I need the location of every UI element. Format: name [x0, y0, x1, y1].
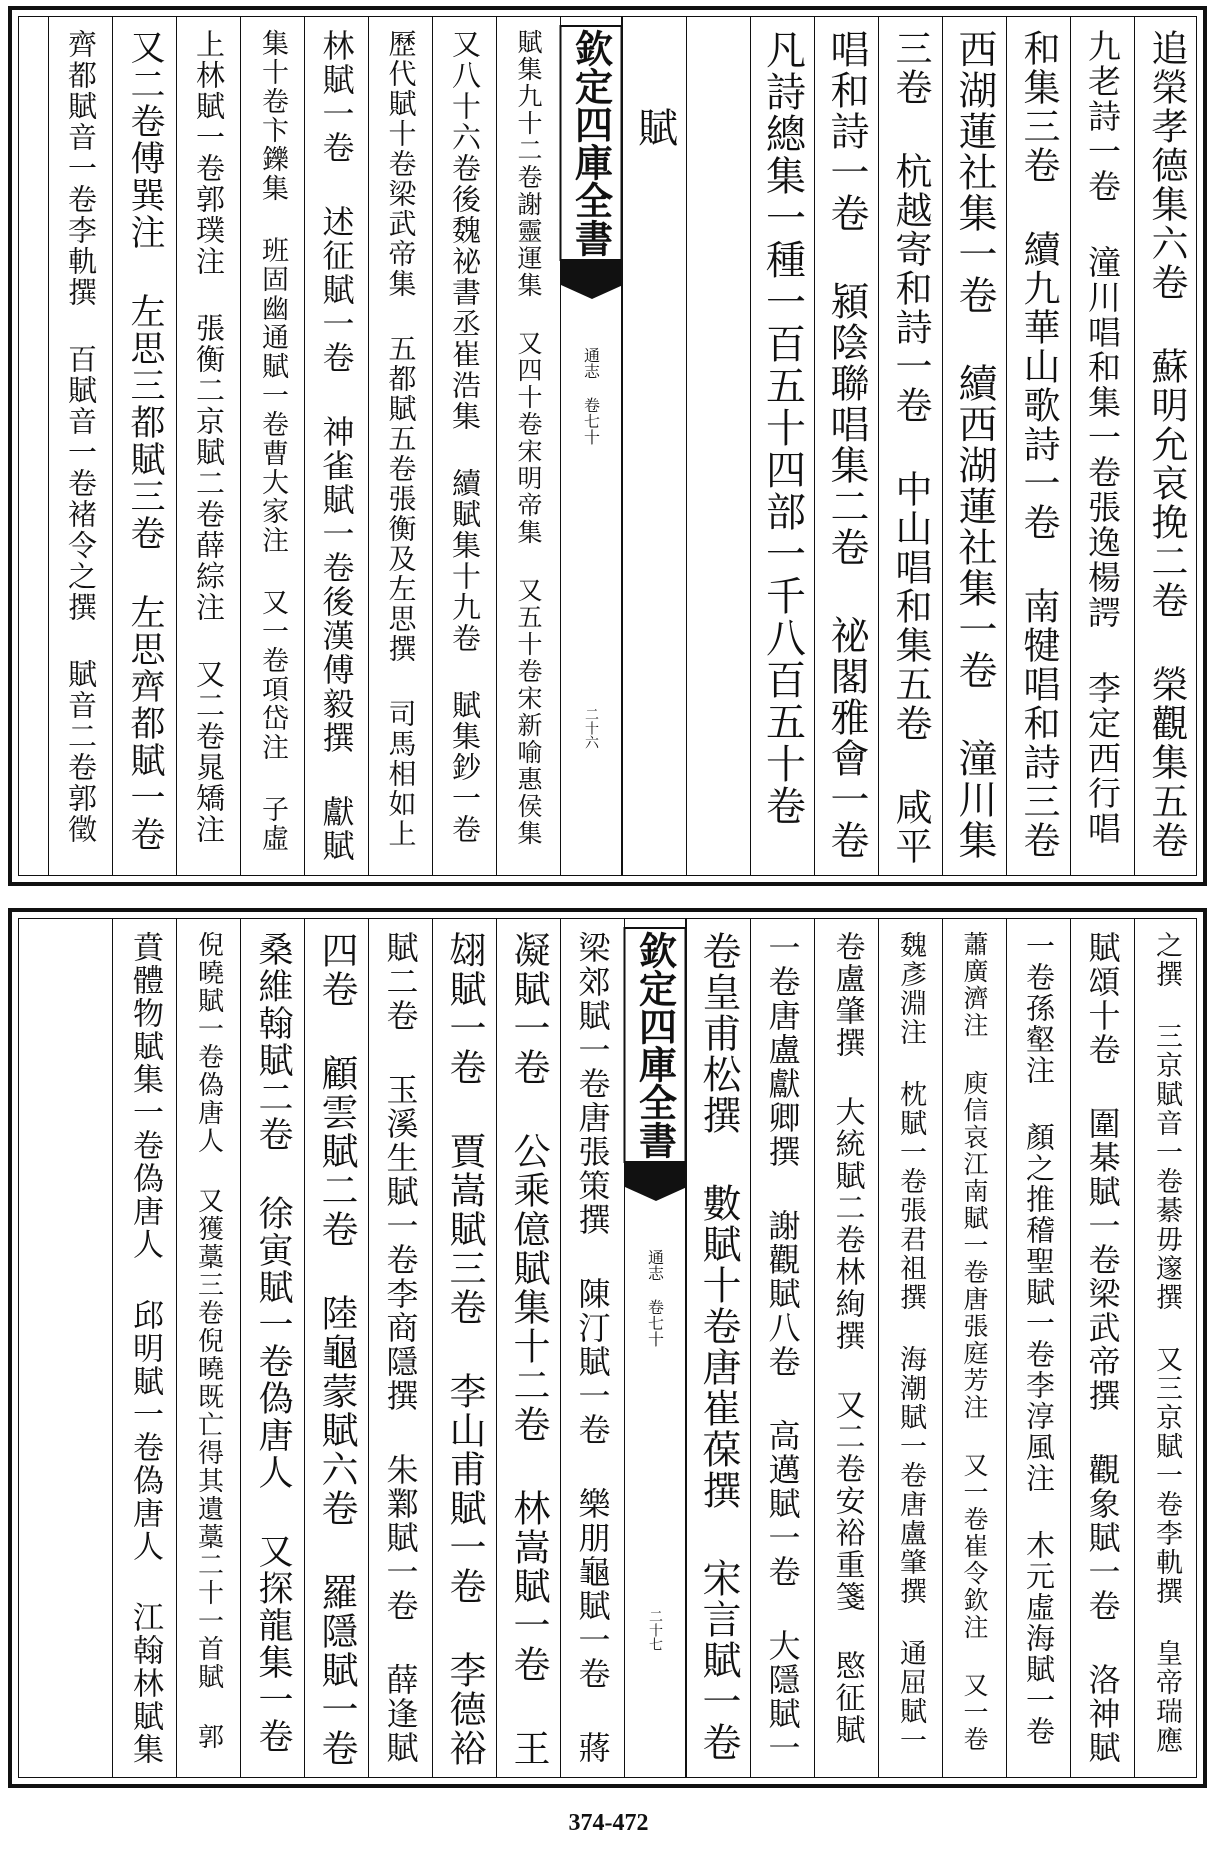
column-text: 賦頌十卷 圍棊賦一卷梁武帝撰 觀象賦一卷 洛神賦 — [1083, 931, 1122, 1765]
text-column — [496, 919, 560, 1777]
text-column — [304, 17, 368, 875]
text-column — [1006, 17, 1070, 875]
text-column — [814, 919, 878, 1777]
fish-tail-mark — [625, 1161, 685, 1187]
column-text: 之撰 三京賦音一卷綦毋邃撰 又三京賦一卷李軌撰 皇帝瑞應 — [1151, 931, 1182, 1755]
volume-label: 卷七十 — [581, 397, 601, 445]
text-column — [368, 919, 432, 1777]
page-bottom-frame — [18, 918, 1197, 1778]
text-column — [1134, 919, 1198, 1777]
text-column — [878, 919, 942, 1777]
column-text: 賁體物賦集一卷偽唐人 邱明賦一卷偽唐人 江翰林賦集 — [127, 931, 163, 1766]
volume-label: 卷七十 — [645, 1299, 665, 1347]
source-label: 通志 — [581, 347, 601, 379]
text-column — [432, 919, 496, 1777]
text-column — [942, 17, 1006, 875]
column-text: 三卷 杭越寄和詩一卷 中山唱和集五卷 咸平 — [889, 29, 932, 866]
text-column — [240, 919, 304, 1777]
column-text: 歷代賦十卷梁武帝集 五都賦五卷張衡及左思撰 司馬相如上 — [384, 29, 418, 849]
text-column — [1070, 17, 1134, 875]
center-band — [624, 919, 686, 1777]
text-column — [814, 17, 878, 875]
column-text: 四卷 顧雲賦二卷 陸龜蒙賦六卷 羅隱賦一卷 — [315, 931, 358, 1768]
column-text: 桑維翰賦二卷 徐寅賦一卷偽唐人 又探龍集一卷 — [253, 931, 293, 1755]
column-text: 卷皇甫松撰 數賦十卷唐崔葆撰 宋言賦一卷 — [696, 931, 741, 1763]
column-text: 唱和詩一卷 潁陰聯唱集二卷 祕閣雅會一卷 — [824, 29, 869, 861]
text-column — [48, 17, 112, 875]
text-column — [878, 17, 942, 875]
column-text: 翃賦一卷 賈嵩賦三卷 李山甫賦一卷 李德裕 — [443, 931, 486, 1768]
text-column — [1070, 919, 1134, 1777]
text-column — [368, 17, 432, 875]
book-title: 欽定四庫全書 — [560, 25, 623, 261]
text-column — [112, 919, 176, 1777]
column-text: 蕭廣濟注 庾信哀江南賦一卷唐張庭芳注 又一卷崔令欽注 又一卷 — [960, 931, 989, 1753]
fish-tail-mark — [561, 259, 621, 285]
column-text: 齊都賦音一卷李軌撰 百賦音一卷褚令之撰 賦音二卷郭徵 — [64, 29, 98, 845]
column-text: 林賦一卷 述征賦一卷 神雀賦一卷後漢傅毅撰 獻賦 — [317, 29, 356, 863]
text-column — [1006, 919, 1070, 1777]
page-top-frame — [18, 16, 1197, 876]
text-column — [240, 17, 304, 875]
column-text: 又八十六卷後魏祕書丞崔浩集 續賦集十九卷 賦集鈔一卷 — [448, 29, 482, 845]
text-column — [496, 17, 560, 875]
text-column — [560, 919, 624, 1777]
column-text: 一卷孫壑注 顏之推稽聖賦一卷李淳風注 木元虛海賦一卷 — [1022, 931, 1056, 1747]
column-text: 卷盧肇撰 大統賦二卷林絢撰 又二卷安裕重箋 愍征賦 — [829, 931, 865, 1746]
section-heading: 賦 — [631, 107, 678, 149]
text-column — [622, 17, 686, 875]
text-column — [112, 17, 176, 875]
column-text: 追榮孝德集六卷 蘇明允哀挽二卷 榮觀集五卷 — [1145, 29, 1188, 860]
text-column — [1134, 17, 1198, 875]
column-text: 凡詩總集一種一百五十四部一千八百五十卷 — [759, 29, 806, 827]
column-text: 倪曉賦一卷偽唐人 又獲藁三卷倪曉既亡得其遺藁二十一首賦 郭 — [193, 931, 224, 1751]
folio-number: 二十六 — [583, 707, 599, 749]
page-top — [8, 6, 1207, 886]
text-column — [750, 919, 814, 1777]
folio-number: 二十七 — [647, 1609, 663, 1651]
text-column — [304, 919, 368, 1777]
column-text: 凝賦一卷 公乘億賦集十二卷 林嵩賦一卷 王 — [507, 931, 550, 1768]
column-text: 梁郊賦一卷唐張策撰 陳汀賦一卷 樂朋龜賦一卷 蔣 — [573, 931, 612, 1765]
page-bottom — [8, 908, 1207, 1788]
column-text: 九老詩一卷 潼川唱和集一卷張逸楊諤 李定西行唱 — [1083, 29, 1122, 846]
center-band — [560, 17, 622, 875]
column-text: 和集三卷 續九華山歌詩一卷 南犍唱和詩三卷 — [1017, 29, 1060, 860]
column-text: 西湖蓮社集一卷 續西湖蓮社集一卷 潼川集 — [952, 29, 997, 861]
book-title: 欽定四庫全書 — [624, 927, 687, 1163]
text-column — [432, 17, 496, 875]
column-text: 集十卷卞鑠集 班固幽通賦一卷曹大家注 又一卷項岱注 子虛 — [257, 29, 288, 853]
text-column — [686, 919, 750, 1777]
column-text: 賦集九十二卷謝靈運集 又四十卷宋明帝集 又五十卷宋新喻惠侯集 — [514, 29, 543, 847]
source-label: 通志 — [645, 1249, 665, 1281]
page-footer-number: 374-472 — [568, 1810, 649, 1836]
text-column — [176, 919, 240, 1777]
text-column — [176, 17, 240, 875]
column-text: 上林賦一卷郭璞注 張衡二京賦二卷薛綜注 又二卷晁矯注 — [192, 29, 226, 845]
text-column — [942, 919, 1006, 1777]
column-text: 賦二卷 玉溪生賦一卷李商隱撰 朱鄴賦一卷 薛逢賦 — [381, 931, 420, 1765]
column-text: 又二卷傅巽注 左思三都賦三卷 左思齊都賦一卷 — [125, 29, 165, 853]
text-column — [686, 17, 750, 875]
column-text: 魏彥淵注 枕賦一卷張君祖撰 海潮賦一卷唐盧肇撰 通屈賦一 — [895, 931, 926, 1755]
column-text: 一卷唐盧獻卿撰 謝觀賦八卷 高邁賦一卷 大隱賦一 — [763, 931, 802, 1765]
text-column — [750, 17, 814, 875]
